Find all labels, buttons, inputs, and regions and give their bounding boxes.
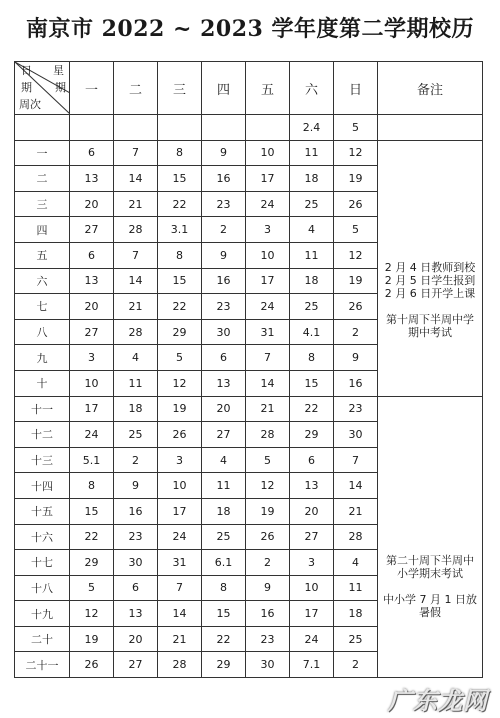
date-cell: 20 bbox=[114, 626, 158, 652]
date-cell: 7 bbox=[246, 345, 290, 371]
date-cell: 18 bbox=[290, 166, 334, 192]
date-cell: 22 bbox=[290, 396, 334, 422]
date-cell: 5 bbox=[246, 447, 290, 473]
date-cell: 18 bbox=[202, 498, 246, 524]
date-cell: 12 bbox=[70, 601, 114, 627]
date-cell: 18 bbox=[290, 268, 334, 294]
date-cell: 8 bbox=[158, 140, 202, 166]
date-cell: 3 bbox=[70, 345, 114, 371]
date-cell: 25 bbox=[290, 191, 334, 217]
date-cell: 30 bbox=[246, 652, 290, 678]
date-cell: 2 bbox=[334, 652, 378, 678]
date-cell: 5 bbox=[158, 345, 202, 371]
date-cell: 12 bbox=[158, 370, 202, 396]
header-day: 二 bbox=[114, 62, 158, 115]
date-cell: 24 bbox=[70, 422, 114, 448]
date-cell: 6 bbox=[202, 345, 246, 371]
date-cell: 28 bbox=[114, 217, 158, 243]
date-cell: 22 bbox=[70, 524, 114, 550]
date-cell: 25 bbox=[114, 422, 158, 448]
date-cell: 4 bbox=[202, 447, 246, 473]
date-cell: 24 bbox=[158, 524, 202, 550]
date-cell: 26 bbox=[334, 294, 378, 320]
date-cell bbox=[158, 115, 202, 141]
date-cell: 14 bbox=[158, 601, 202, 627]
week-number: 十二 bbox=[15, 422, 70, 448]
week-number: 六 bbox=[15, 268, 70, 294]
date-cell: 26 bbox=[246, 524, 290, 550]
header-corner bbox=[15, 62, 70, 115]
date-cell: 29 bbox=[290, 422, 334, 448]
date-cell: 11 bbox=[202, 473, 246, 499]
header-day: 一 bbox=[70, 62, 114, 115]
header-day: 四 bbox=[202, 62, 246, 115]
date-cell: 10 bbox=[246, 140, 290, 166]
date-cell: 4.1 bbox=[290, 319, 334, 345]
header-notes: 备注 bbox=[378, 62, 483, 115]
date-cell: 3.1 bbox=[158, 217, 202, 243]
date-cell: 5.1 bbox=[70, 447, 114, 473]
date-cell bbox=[114, 115, 158, 141]
date-cell: 27 bbox=[114, 652, 158, 678]
date-cell: 27 bbox=[290, 524, 334, 550]
date-cell: 26 bbox=[70, 652, 114, 678]
date-cell: 7 bbox=[334, 447, 378, 473]
header-day: 日 bbox=[334, 62, 378, 115]
date-cell: 17 bbox=[246, 166, 290, 192]
date-cell: 23 bbox=[334, 396, 378, 422]
date-cell: 21 bbox=[246, 396, 290, 422]
corner-qi1-label: 期 bbox=[21, 81, 32, 94]
date-cell: 21 bbox=[334, 498, 378, 524]
date-cell: 10 bbox=[70, 370, 114, 396]
date-cell: 7 bbox=[158, 575, 202, 601]
date-cell: 14 bbox=[334, 473, 378, 499]
date-cell bbox=[246, 115, 290, 141]
date-cell: 30 bbox=[202, 319, 246, 345]
week-number: 二十一 bbox=[15, 652, 70, 678]
notes-cell bbox=[378, 115, 483, 141]
date-cell: 13 bbox=[290, 473, 334, 499]
date-cell: 28 bbox=[334, 524, 378, 550]
date-cell: 22 bbox=[158, 294, 202, 320]
date-cell: 12 bbox=[246, 473, 290, 499]
week-number: 十 bbox=[15, 370, 70, 396]
date-cell: 15 bbox=[158, 268, 202, 294]
date-cell: 20 bbox=[290, 498, 334, 524]
date-cell: 22 bbox=[202, 626, 246, 652]
date-cell: 9 bbox=[114, 473, 158, 499]
note-line: 期中考试 bbox=[408, 325, 452, 339]
date-cell: 7 bbox=[114, 140, 158, 166]
date-cell: 14 bbox=[114, 268, 158, 294]
date-cell: 11 bbox=[290, 242, 334, 268]
date-cell: 8 bbox=[158, 242, 202, 268]
notes-cell-top bbox=[378, 140, 483, 396]
date-cell: 23 bbox=[114, 524, 158, 550]
header-day: 三 bbox=[158, 62, 202, 115]
date-cell: 28 bbox=[246, 422, 290, 448]
date-cell: 16 bbox=[334, 370, 378, 396]
week-number: 二十 bbox=[15, 626, 70, 652]
date-cell: 10 bbox=[158, 473, 202, 499]
corner-qi2-label: 期 bbox=[55, 81, 66, 94]
date-cell: 28 bbox=[114, 319, 158, 345]
date-cell: 16 bbox=[202, 166, 246, 192]
date-cell: 19 bbox=[70, 626, 114, 652]
date-cell: 31 bbox=[246, 319, 290, 345]
date-cell: 17 bbox=[70, 396, 114, 422]
date-cell: 3 bbox=[246, 217, 290, 243]
corner-xing-label: 星 bbox=[53, 64, 64, 77]
date-cell: 19 bbox=[334, 166, 378, 192]
date-cell: 9 bbox=[202, 140, 246, 166]
week-number: 八 bbox=[15, 319, 70, 345]
table-row bbox=[15, 140, 483, 166]
date-cell: 8 bbox=[70, 473, 114, 499]
note-line: 暑假 bbox=[419, 606, 441, 620]
table-row bbox=[15, 115, 483, 141]
date-cell: 16 bbox=[114, 498, 158, 524]
note-line bbox=[381, 300, 479, 313]
date-cell: 17 bbox=[158, 498, 202, 524]
header-day: 五 bbox=[246, 62, 290, 115]
corner-week-label: 周次 bbox=[19, 98, 41, 111]
date-cell: 2.4 bbox=[290, 115, 334, 141]
notes-cell-bottom bbox=[378, 396, 483, 678]
week-number: 十三 bbox=[15, 447, 70, 473]
date-cell: 8 bbox=[202, 575, 246, 601]
watermark-logo: 广东龙网 bbox=[388, 687, 488, 715]
note-line: 小学期末考试 bbox=[397, 567, 463, 581]
week-number: 二 bbox=[15, 166, 70, 192]
date-cell: 12 bbox=[334, 140, 378, 166]
date-cell: 24 bbox=[246, 294, 290, 320]
date-cell: 6.1 bbox=[202, 550, 246, 576]
note-line bbox=[381, 580, 479, 593]
date-cell: 16 bbox=[246, 601, 290, 627]
date-cell: 30 bbox=[114, 550, 158, 576]
date-cell: 11 bbox=[334, 575, 378, 601]
date-cell: 19 bbox=[158, 396, 202, 422]
date-cell: 3 bbox=[158, 447, 202, 473]
week-number: 十九 bbox=[15, 601, 70, 627]
date-cell: 26 bbox=[334, 191, 378, 217]
date-cell: 13 bbox=[70, 268, 114, 294]
note-line: 第二十周下半周中 bbox=[386, 554, 474, 568]
week-number: 一 bbox=[15, 140, 70, 166]
table-row bbox=[15, 396, 483, 422]
week-number: 十七 bbox=[15, 550, 70, 576]
note-line: 中小学 7 月 1 日放 bbox=[383, 593, 477, 607]
date-cell: 8 bbox=[290, 345, 334, 371]
date-cell: 3 bbox=[290, 550, 334, 576]
date-cell: 15 bbox=[158, 166, 202, 192]
date-cell: 14 bbox=[246, 370, 290, 396]
date-cell: 13 bbox=[114, 601, 158, 627]
date-cell: 17 bbox=[290, 601, 334, 627]
date-cell: 27 bbox=[202, 422, 246, 448]
date-cell: 4 bbox=[334, 550, 378, 576]
date-cell: 19 bbox=[246, 498, 290, 524]
date-cell: 24 bbox=[290, 626, 334, 652]
date-cell: 17 bbox=[246, 268, 290, 294]
date-cell: 29 bbox=[202, 652, 246, 678]
date-cell: 2 bbox=[202, 217, 246, 243]
date-cell: 21 bbox=[114, 294, 158, 320]
date-cell: 25 bbox=[202, 524, 246, 550]
week-number: 九 bbox=[15, 345, 70, 371]
date-cell: 16 bbox=[202, 268, 246, 294]
date-cell: 18 bbox=[334, 601, 378, 627]
date-cell: 11 bbox=[114, 370, 158, 396]
date-cell: 21 bbox=[114, 191, 158, 217]
note-line: 2 月 6 日开学上课 bbox=[384, 286, 476, 300]
date-cell: 11 bbox=[290, 140, 334, 166]
date-cell: 20 bbox=[202, 396, 246, 422]
date-cell: 23 bbox=[202, 294, 246, 320]
date-cell: 30 bbox=[334, 422, 378, 448]
corner-day-label: 日 bbox=[21, 64, 32, 77]
date-cell: 4 bbox=[290, 217, 334, 243]
date-cell: 31 bbox=[158, 550, 202, 576]
week-number: 十五 bbox=[15, 498, 70, 524]
date-cell: 21 bbox=[158, 626, 202, 652]
date-cell: 23 bbox=[246, 626, 290, 652]
date-cell: 6 bbox=[70, 140, 114, 166]
date-cell: 4 bbox=[114, 345, 158, 371]
date-cell: 15 bbox=[290, 370, 334, 396]
date-cell: 10 bbox=[246, 242, 290, 268]
date-cell: 6 bbox=[290, 447, 334, 473]
date-cell: 19 bbox=[334, 268, 378, 294]
week-number: 四 bbox=[15, 217, 70, 243]
date-cell: 9 bbox=[202, 242, 246, 268]
date-cell bbox=[202, 115, 246, 141]
header-day: 六 bbox=[290, 62, 334, 115]
week-number: 十一 bbox=[15, 396, 70, 422]
week-number: 十四 bbox=[15, 473, 70, 499]
calendar-body bbox=[15, 115, 483, 678]
date-cell: 18 bbox=[114, 396, 158, 422]
date-cell: 9 bbox=[334, 345, 378, 371]
date-cell: 7 bbox=[114, 242, 158, 268]
date-cell: 28 bbox=[158, 652, 202, 678]
date-cell: 29 bbox=[158, 319, 202, 345]
date-cell: 23 bbox=[202, 191, 246, 217]
page-title: 南京市 2022 ~ 2023 学年度第二学期校历 bbox=[25, 16, 475, 42]
date-cell: 22 bbox=[158, 191, 202, 217]
date-cell: 10 bbox=[290, 575, 334, 601]
date-cell: 25 bbox=[290, 294, 334, 320]
note-line: 第十周下半周中学 bbox=[386, 312, 474, 326]
date-cell: 15 bbox=[70, 498, 114, 524]
date-cell: 5 bbox=[334, 115, 378, 141]
date-cell: 27 bbox=[70, 319, 114, 345]
date-cell: 26 bbox=[158, 422, 202, 448]
date-cell: 29 bbox=[70, 550, 114, 576]
date-cell: 24 bbox=[246, 191, 290, 217]
date-cell: 7.1 bbox=[290, 652, 334, 678]
week-number: 七 bbox=[15, 294, 70, 320]
week-number: 三 bbox=[15, 191, 70, 217]
note-line: 2 月 5 日学生报到 bbox=[384, 273, 476, 287]
date-cell: 14 bbox=[114, 166, 158, 192]
date-cell: 12 bbox=[334, 242, 378, 268]
week-number: 十八 bbox=[15, 575, 70, 601]
date-cell: 2 bbox=[246, 550, 290, 576]
week-number bbox=[15, 115, 70, 141]
date-cell: 5 bbox=[70, 575, 114, 601]
date-cell: 9 bbox=[246, 575, 290, 601]
date-cell: 5 bbox=[334, 217, 378, 243]
date-cell: 27 bbox=[70, 217, 114, 243]
date-cell: 13 bbox=[202, 370, 246, 396]
date-cell: 25 bbox=[334, 626, 378, 652]
date-cell bbox=[70, 115, 114, 141]
date-cell: 6 bbox=[114, 575, 158, 601]
note-line: 2 月 4 日教师到校 bbox=[384, 260, 476, 274]
week-number: 五 bbox=[15, 242, 70, 268]
date-cell: 6 bbox=[70, 242, 114, 268]
school-calendar-table bbox=[14, 61, 483, 678]
date-cell: 20 bbox=[70, 191, 114, 217]
date-cell: 2 bbox=[334, 319, 378, 345]
date-cell: 15 bbox=[202, 601, 246, 627]
date-cell: 2 bbox=[114, 447, 158, 473]
week-number: 十六 bbox=[15, 524, 70, 550]
date-cell: 13 bbox=[70, 166, 114, 192]
date-cell: 20 bbox=[70, 294, 114, 320]
